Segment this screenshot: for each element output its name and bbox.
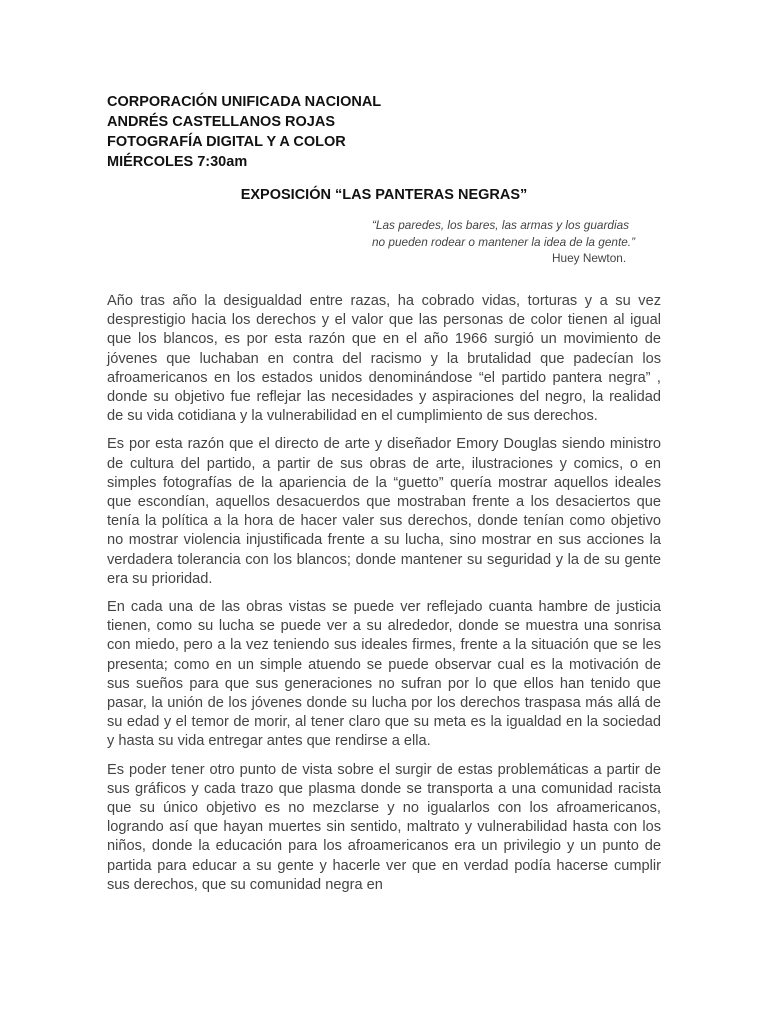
quote-line-2: no pueden rodear o mantener la idea de la gente.” <box>372 234 635 249</box>
quote-line-1: “Las paredes, los bares, las armas y los guardias <box>372 218 630 232</box>
header-schedule: MIÉRCOLES 7:30am <box>107 154 248 170</box>
paragraph-4: Es poder tener otro punto de vista sobre el surgir de estas problemáticas a partir de sus gráficos y cada trazo que plasma donde se transporta a una comunidad racista que su único objetivo es no mezclarse y no igualarlos con los afroamericanos, logrando así que hayan muertes sin sentido, maltrato y vulnerabilidad hasta con los niños, donde la educación para los afroamericanos era un privilegio y un punto de partida para educar a su gente y hacerle ver que en verdad podía hacerse cumplir sus derechos, que su comunidad negra en <box>107 761 661 893</box>
document-body <box>107 292 661 904</box>
document-title: EXPOSICIÓN “LAS PANTERAS NEGRAS” <box>240 187 528 203</box>
paragraph-2: Es por esta razón que el directo de arte y diseñador Emory Douglas siendo ministro de cultura del partido, a partir de sus obras de arte, ilustraciones y comics, o en simples fotografías de la apariencia de la “guetto” quería mostrar aquellos ideales que escondían, aquellos desacuerdos que mostraban frente a los desaciertos que tenía la política a la hora de hacer valer sus derechos, donde tenían como objetivo no mostrar violencia injustificada frente a su lucha, sino mostrar en sus acciones la verdadera tolerancia con los blancos; donde mantener su seguridad y la de su gente era su prioridad. <box>107 436 661 587</box>
header-author: ANDRÉS CASTELLANOS ROJAS <box>107 114 335 130</box>
quote-author: Huey Newton. <box>552 251 627 265</box>
paragraph-3: En cada una de las obras vistas se puede ver reflejado cuanta hambre de justicia tienen, como su lucha se puede ver a su alrededor, donde se muestra una sonrisa con miedo, pero a la vez teniendo sus ideales firmes, frente a la situación que se les presenta; como en un simple atuendo se puede observar cual es la motivación de sus sueños para que sus generaciones no sufran por lo que ellos han tenido que pasar, la unión de los jóvenes donde su lucha por los derechos traspasa más allá de su edad y el temor de morir, al tener claro que su meta es la igualdad en la sociedad y hasta su vida entregar antes que rendirse a ella. <box>107 599 661 750</box>
epigraph-quote <box>372 217 635 267</box>
header-course: FOTOGRAFÍA DIGITAL Y A COLOR <box>107 134 346 150</box>
paragraph-1: Año tras año la desigualdad entre razas, ha cobrado vidas, torturas y a su vez desprestigio hacia los derechos y el valor que las personas de color tienen al igual que los blancos, es por esta razón que en el año 1966 surgió un movimiento de jóvenes que luchaban en contra del racismo y la brutalidad que padecían los afroamericanos en los estados unidos denominándose “el partido pantera negra” , donde su objetivo fue reflejar las necesidades y aspiraciones del negro, la realidad de su vida cotidiana y la vulnerabilidad en el cumplimiento de sus derechos. <box>107 293 661 425</box>
header-institution: CORPORACIÓN UNIFICADA NACIONAL <box>107 94 382 110</box>
document-header <box>107 92 381 172</box>
document-title-wrap <box>0 187 768 203</box>
